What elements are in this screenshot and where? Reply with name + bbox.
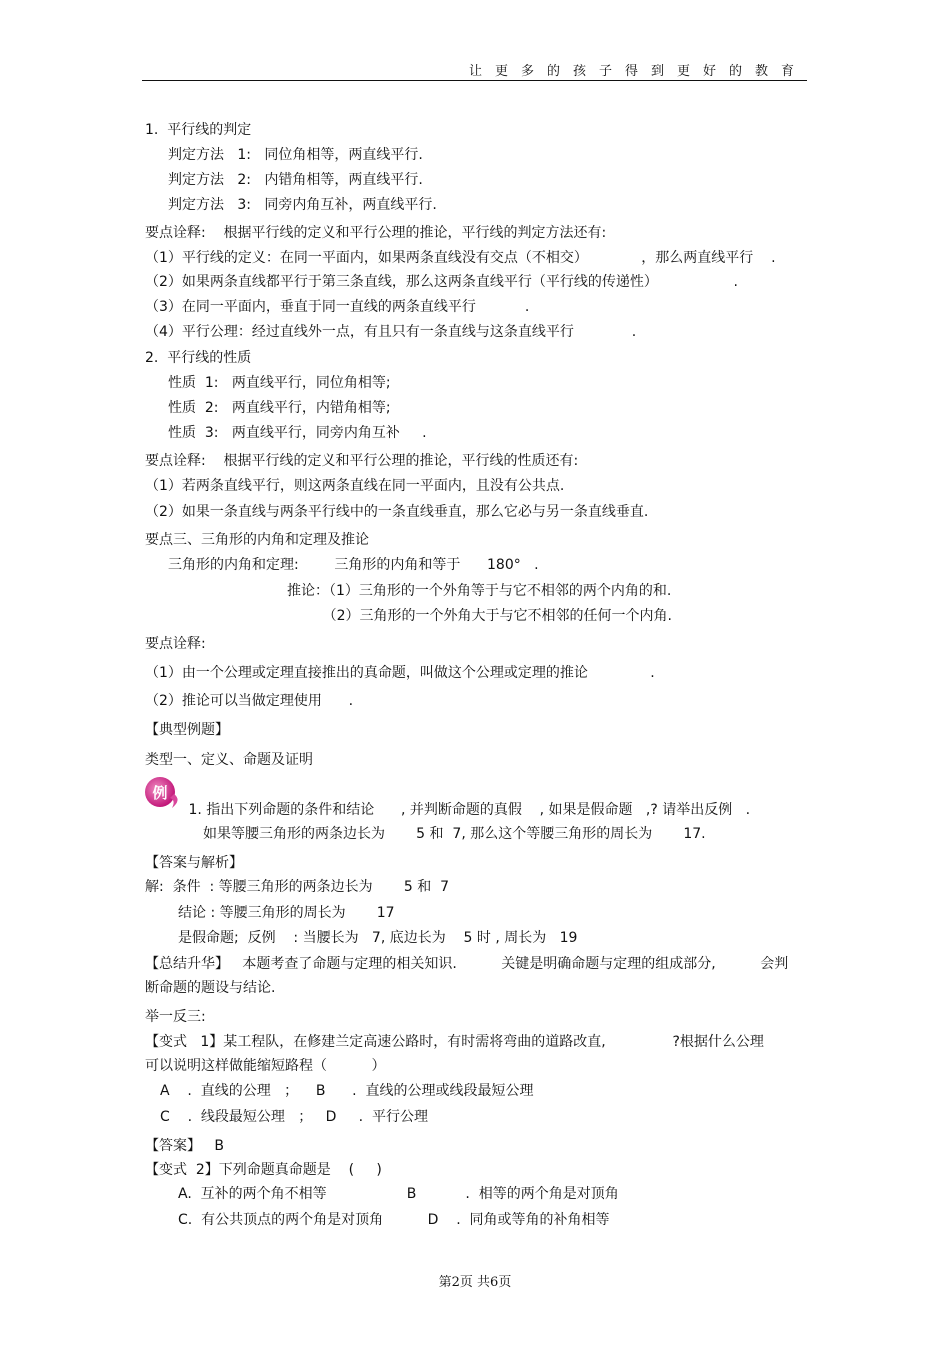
text-line: 【变式 2】下列命题真命题是 ( ) xyxy=(145,1162,382,1178)
text-line: 判定方法 2: 内错角相等，两直线平行. xyxy=(168,172,423,188)
text-line: 要点三、三角形的内角和定理及推论 xyxy=(145,532,369,548)
text-line: A . 直线的公理 ； B . 直线的公理或线段最短公理 xyxy=(160,1083,534,1099)
text-line: （2）如果两条直线都平行于第三条直线，那么这两条直线平行（平行线的传递性） . xyxy=(145,274,739,290)
text-line: 【总结升华】 本题考查了命题与定理的相关知识. 关键是明确命题与定理的组成部分, 会判 xyxy=(145,956,789,972)
text-line: 类型一、定义、命题及证明 xyxy=(145,752,313,768)
text-line: 性质 1: 两直线平行，同位角相等; xyxy=(168,375,391,391)
text-line: 解: 条件 : 等腰三角形的两条边长为 5 和 7 xyxy=(145,879,450,895)
example-badge-icon xyxy=(144,774,184,814)
text-line: （2）如果一条直线与两条平行线中的一条直线垂直，那么它必与另一条直线垂直. xyxy=(145,504,649,520)
text-line: 性质 3: 两直线平行，同旁内角互补 . xyxy=(168,425,427,441)
text-line: 要点诠释: xyxy=(145,636,206,652)
text-line: 要点诠释: 根据平行线的定义和平行公理的推论，平行线的判定方法还有: xyxy=(145,225,607,241)
text-line: 1. 指出下列命题的条件和结论 , 并判断命题的真假 , 如果是假命题 ,? 请举出反例 . xyxy=(184,802,751,818)
text-line: 三角形的内角和定理: 三角形的内角和等于 180° . xyxy=(168,557,539,573)
page-header xyxy=(142,60,807,81)
text-line: 是假命题; 反例 : 当腰长为 7, 底边长为 5 时 , 周长为 19 xyxy=(178,930,578,946)
text-line: C. 有公共顶点的两个角是对顶角 D . 同角或等角的补角相等 xyxy=(178,1212,610,1228)
text-line: 可以说明这样做能缩短路程（ ） xyxy=(145,1058,386,1074)
text-line: A. 互补的两个角不相等 B . 相等的两个角是对顶角 xyxy=(178,1186,619,1202)
text-line: 2. 平行线的性质 xyxy=(145,350,252,366)
text-line: （3）在同一平面内，垂直于同一直线的两条直线平行 . xyxy=(145,299,530,315)
text-line: （2）三角形的一个外角大于与它不相邻的任何一个内角. xyxy=(287,608,672,624)
text-line: 判定方法 3: 同旁内角互补，两直线平行. xyxy=(168,197,437,213)
text-line: C . 线段最短公理 ； D . 平行公理 xyxy=(160,1109,429,1125)
text-line: （1）由一个公理或定理直接推出的真命题，叫做这个公理或定理的推论 . xyxy=(145,665,655,681)
text-line: 结论 : 等腰三角形的周长为 17 xyxy=(178,905,395,921)
text-line: （2）推论可以当做定理使用 . xyxy=(145,693,354,709)
text-line: 如果等腰三角形的两条边长为 5 和 7, 那么这个等腰三角形的周长为 17. xyxy=(203,826,706,842)
text-line: 1. 平行线的判定 xyxy=(145,122,252,138)
page-footer: 第2页 共6页 xyxy=(438,1275,512,1290)
text-line: 【典型例题】 xyxy=(145,722,229,738)
text-line: 举一反三: xyxy=(145,1009,206,1025)
text-line: （1）平行线的定义：在同一平面内，如果两条直线没有交点（不相交） ，那么两直线平行 . xyxy=(145,250,776,266)
text-line: （1）若两条直线平行，则这两条直线在同一平面内，且没有公共点. xyxy=(145,478,565,494)
text-line: 【变式 1】某工程队，在修建兰定高速公路时，有时需将弯曲的道路改直, ?根据什么公理 xyxy=(145,1034,764,1050)
text-line: 【答案】 B xyxy=(145,1138,224,1154)
text-line: 要点诠释: 根据平行线的定义和平行公理的推论，平行线的性质还有: xyxy=(145,453,579,469)
header-slogan: 让更多的孩子得到更好的教育 xyxy=(468,64,807,79)
text-line: 判定方法 1: 同位角相等，两直线平行. xyxy=(168,147,423,163)
example-badge-label: 例 xyxy=(152,784,168,802)
text-line: 断命题的题设与结论. xyxy=(145,980,276,996)
text-line: （4）平行公理：经过直线外一点，有且只有一条直线与这条直线平行 . xyxy=(145,324,637,340)
text-line: 【答案与解析】 xyxy=(145,855,243,871)
text-line: 推论：（1）三角形的一个外角等于与它不相邻的两个内角的和. xyxy=(287,583,672,599)
text-line: 性质 2: 两直线平行，内错角相等; xyxy=(168,400,391,416)
